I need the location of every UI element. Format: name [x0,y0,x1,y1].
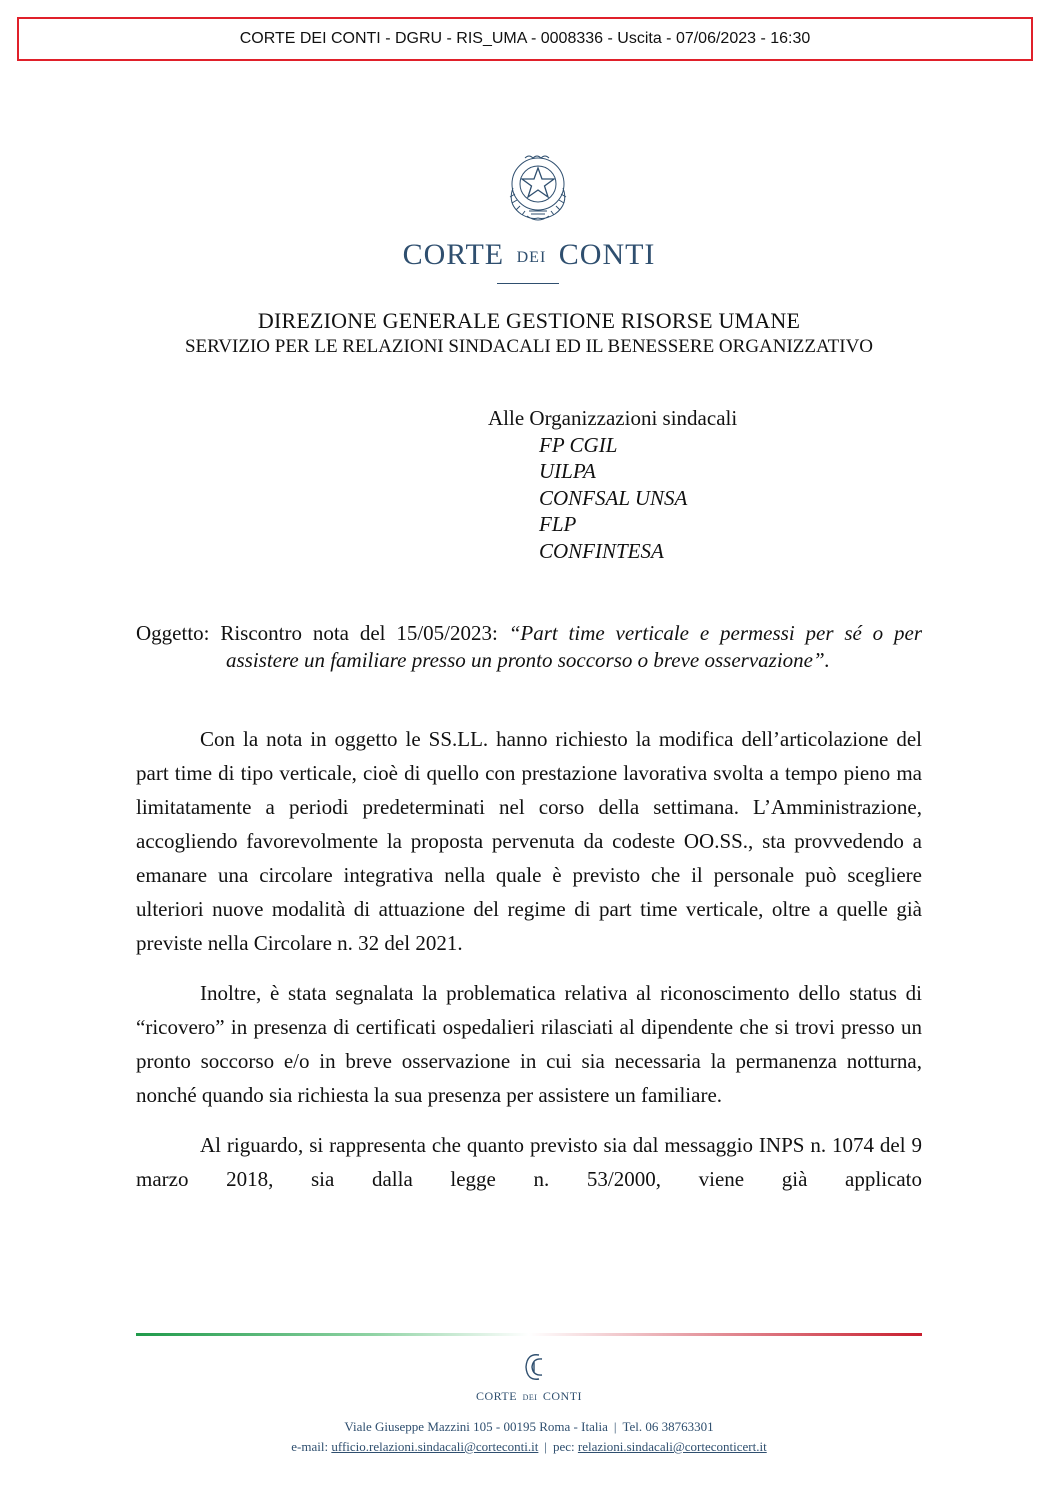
subject-block [136,620,922,674]
protocol-stamp [17,17,1033,61]
footer-brand [0,1389,1058,1404]
footer-brand-dei: DEI [522,1393,538,1402]
separator: | [544,1439,547,1454]
letter-body [136,722,922,1212]
corte-dei-conti-logo-icon [521,1350,547,1384]
separator: | [613,1419,617,1434]
brand-word-conti: CONTI [558,238,656,271]
footer-contacts-line [0,1439,1058,1455]
pec-label: pec: [552,1439,578,1454]
italian-republic-emblem-icon [501,148,575,228]
email-link[interactable]: ufficio.relazioni.sindacali@corteconti.it [331,1439,539,1454]
department-heading: DIREZIONE GENERALE GESTIONE RISORSE UMANE [257,308,801,333]
body-paragraph: Al riguardo, si rappresenta che quanto previsto sia dal messaggio INPS n. 1074 del 9 marzo 2018, sia dalla legge n. 53/2000, viene già applicato [136,1133,922,1191]
subject-line-1 [136,620,922,647]
body-paragraph: Inoltre, è stata segnalata la problematica relativa al riconoscimento dello status di “ricovero” in presenza di certificati ospedalieri rilasciati al dipendente che si trovi presso un pronto soccorso e/o in breve osservazione in cui sia necessaria la permanenza notturna, nonché quando sia richiesta la sua presenza per assistere un familiare. [136,981,922,1107]
subject-title-line-2: assistere un familiare presso un pronto soccorso o breve osservazione”. [226,648,830,672]
footer-tel: Tel. 06 38763301 [622,1419,714,1434]
brand-rule [497,283,559,284]
recipient-org: FLP [539,512,577,536]
letterhead-brand [0,238,1058,272]
brand-word-dei: DEI [516,249,547,266]
brand-word-corte: CORTE [402,238,505,271]
subject-title-line-1: “Part time verticale e permessi per sé o per [508,621,923,645]
subject-prefix: Oggetto: Riscontro nota del 15/05/2023: [136,621,509,645]
footer-brand-conti: CONTI [542,1389,583,1403]
recipient-org: UILPA [539,459,596,483]
recipient-org: FP CGIL [539,432,618,457]
recipients-intro: Alle Organizzazioni sindacali [488,406,738,430]
recipient-org: CONFINTESA [539,538,664,563]
footer-address: Viale Giuseppe Mazzini 105 - 00195 Roma - Italia [344,1419,608,1434]
recipients-block [488,405,737,564]
footer-address-line [0,1419,1058,1435]
protocol-stamp-text: CORTE DEI CONTI - DGRU - RIS_UMA - 0008336 - Uscita - 07/06/2023 - 16:30 [239,30,811,47]
pec-link[interactable]: relazioni.sindacali@corteconticert.it [577,1439,767,1454]
email-label: e-mail: [291,1439,332,1454]
tricolor-footer-rule [136,1333,922,1336]
recipient-org: CONFSAL UNSA [539,485,688,510]
body-paragraph: Con la nota in oggetto le SS.LL. hanno richiesto la modifica dell’articolazione del part time di tipo verticale, cioè di quello con prestazione lavorativa svolta a tempo pieno ma limitatamente a periodi predeterminati nel corso della settimana. L’Amministrazione, accogliendo favorevolmente la proposta pervenuta da codeste OO.SS., sta provvedendo a emanare una circolare integrativa nella quale è previsto che il personale può scegliere ulteriori nuove modalità di attuazione del regime di part time verticale, oltre a quelle già previste nella Circolare n. 32 del 2021. [136,727,922,955]
footer-brand-corte: CORTE [475,1389,518,1403]
service-heading: SERVIZIO PER LE RELAZIONI SINDACALI ED IL BENESSERE ORGANIZZATIVO [184,336,874,357]
